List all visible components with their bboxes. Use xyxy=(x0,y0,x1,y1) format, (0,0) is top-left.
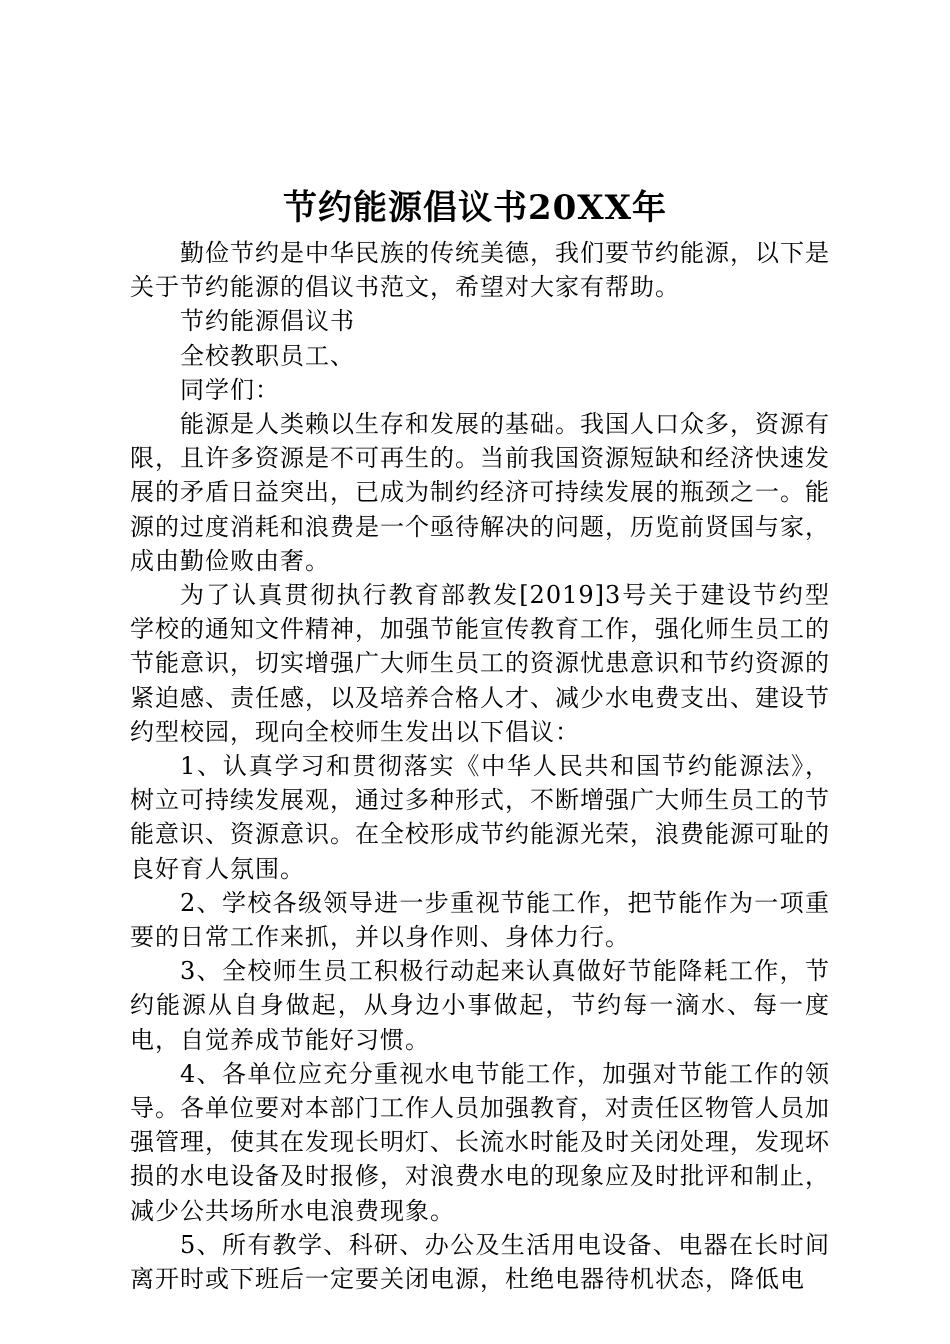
letter-heading: 节约能源倡议书 xyxy=(180,307,355,336)
body-paragraph: 能源是人类赖以生存和发展的基础。我国人口众多，资源有限，且许多资源是不可再生的。当前我国资源短缺和经济快速发展的矛盾日益突出，已成为制约经济可持续发展的瓶颈之一。能源的过度消耗和浪费是一个亟待解决的问题，历览前贤国与家，成由勤俭败由奢。 xyxy=(130,410,830,575)
proposal-item-1: 1、认真学习和贯彻落实《中华人民共和国节约能源法》，树立可持续发展观，通过多种形式，不断增强广大师生员工的节能意识、资源意识。在全校形成节约能源光荣，浪费能源可耻的良好育人氛围。 xyxy=(130,752,830,883)
body-paragraph: 为了认真贯彻执行教育部教发[2019]3号关于建设节约型学校的通知文件精神，加强节能宣传教育工作，强化师生员工的节能意识，切实增强广大师生员工的资源忧患意识和节约资源的紧迫感、责任感，以及培养合格人才、减少水电费支出、建设节约型校园，现向全校师生发出以下倡议： xyxy=(130,581,830,746)
salutation-line-2: 同学们： xyxy=(180,375,280,404)
document-title: 节约能源倡议书20XX年 xyxy=(282,188,668,228)
proposal-item-2: 2、学校各级领导进一步重视节能工作，把节能作为一项重要的日常工作来抓，并以身作则、身体力行。 xyxy=(130,888,830,952)
salutation-line-1: 全校教职员工、 xyxy=(180,341,355,370)
document-body xyxy=(130,236,830,1296)
proposal-item-3: 3、全校师生员工积极行动起来认真做好节能降耗工作，节约能源从自身做起，从身边小事做起，节约每一滴水、每一度电，自觉养成节能好习惯。 xyxy=(130,957,830,1054)
intro-paragraph: 勤俭节约是中华民族的传统美德，我们要节约能源，以下是关于节约能源的倡议书范文，希望对大家有帮助。 xyxy=(130,239,830,302)
proposal-item-4: 4、各单位应充分重视水电节能工作，加强对节能工作的领导。各单位要对本部门工作人员加强教育，对责任区物管人员加强管理，使其在发现长明灯、长流水时能及时关闭处理，发现坏损的水电设备及时报修，对浪费水电的现象应及时批评和制止，减少公共场所水电浪费现象。 xyxy=(130,1059,830,1225)
proposal-item-5: 5、所有教学、科研、办公及生活用电设备、电器在长时间离开时或下班后一定要关闭电源，杜绝电器待机状态，降低电 xyxy=(130,1230,830,1294)
